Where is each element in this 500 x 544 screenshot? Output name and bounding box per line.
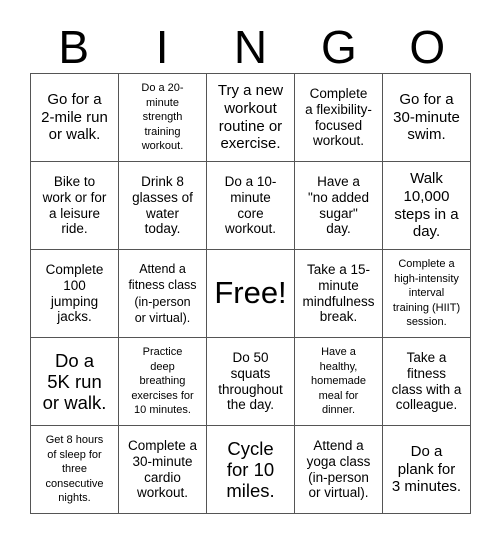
bingo-cell-r0-c2[interactable] (207, 74, 295, 162)
bingo-cell-text: Go for a 2-mile run or walk. (41, 90, 108, 144)
bingo-cell-text: Cycle for 10 miles. (226, 437, 275, 502)
bingo-cell-text: Take a 15- minute mindfulness break. (302, 261, 375, 325)
bingo-cell-r4-c0[interactable] (31, 426, 119, 514)
bingo-cell-text: Do a 20- minute strength training workout. (141, 82, 184, 153)
bingo-cell-text: Go for a 30-minute swim. (393, 90, 460, 144)
bingo-cell-r3-c3[interactable] (295, 338, 383, 426)
header-letter-g: G (321, 21, 358, 73)
free-space-label: Free! (214, 275, 287, 311)
bingo-cell-r4-c2[interactable] (207, 426, 295, 514)
bingo-cell-text: Do a 10- minute core workout. (224, 173, 277, 237)
bingo-cell-text: Get 8 hours of sleep for three consecutive nights. (45, 434, 104, 505)
bingo-cell-text: Have a healthy, homemade meal for dinner. (310, 346, 367, 417)
bingo-cell-text: Complete a high-intensity interval training (HIIT) session. (392, 258, 461, 329)
bingo-cell-r1-c1[interactable] (119, 162, 207, 250)
header-letter-i: I (155, 21, 170, 73)
bingo-cell-r3-c2[interactable] (207, 338, 295, 426)
bingo-cell-text: Complete a flexibility- focused workout. (305, 85, 372, 149)
bingo-header (30, 18, 472, 76)
bingo-cell-text: Have a "no added sugar" day. (307, 173, 370, 237)
bingo-cell-text: Do 50 squats throughout the day. (218, 349, 283, 413)
bingo-cell-r1-c2[interactable] (207, 162, 295, 250)
bingo-cell-r4-c1[interactable] (119, 426, 207, 514)
bingo-cell-text: Take a fitness class with a colleague. (391, 349, 462, 413)
bingo-cell-r1-c0[interactable] (31, 162, 119, 250)
bingo-cell-text: Try a new workout routine or exercise. (217, 82, 284, 153)
bingo-cell-text: Practice deep breathing exercises for 10 minutes. (131, 346, 194, 417)
header-letter-o: O (409, 21, 447, 73)
bingo-cell-r3-c1[interactable] (119, 338, 207, 426)
bingo-cell-text: Attend a fitness class (in-person or virtual). (128, 261, 197, 325)
bingo-cell-r1-c3[interactable] (295, 162, 383, 250)
bingo-card-grid (30, 73, 471, 514)
bingo-cell-text: Attend a yoga class (in-person or virtual). (306, 437, 371, 501)
bingo-cell-r4-c3[interactable] (295, 426, 383, 514)
bingo-cell-r2-c0[interactable] (31, 250, 119, 338)
bingo-cell-text: Drink 8 glasses of water today. (132, 173, 193, 237)
bingo-cell-text: Complete a 30-minute cardio workout. (127, 437, 198, 501)
bingo-cell-r3-c0[interactable] (31, 338, 119, 426)
bingo-cell-free[interactable] (207, 250, 295, 338)
bingo-cell-r2-c4[interactable] (383, 250, 471, 338)
bingo-cell-text: Walk 10,000 steps in a day. (394, 170, 459, 241)
bingo-cell-r4-c4[interactable] (383, 426, 471, 514)
header-letter-b: B (58, 21, 91, 73)
bingo-cell-text: Do a 5K run or walk. (42, 349, 107, 414)
bingo-cell-r2-c1[interactable] (119, 250, 207, 338)
bingo-cell-r0-c0[interactable] (31, 74, 119, 162)
header-letter-n: N (233, 21, 269, 73)
bingo-cell-r0-c1[interactable] (119, 74, 207, 162)
bingo-cell-r0-c3[interactable] (295, 74, 383, 162)
bingo-cell-r3-c4[interactable] (383, 338, 471, 426)
bingo-cell-text: Do a plank for 3 minutes. (391, 442, 462, 496)
bingo-cell-r0-c4[interactable] (383, 74, 471, 162)
bingo-cell-text: Complete 100 jumping jacks. (45, 261, 104, 325)
bingo-cell-r2-c3[interactable] (295, 250, 383, 338)
bingo-cell-text: Bike to work or for a leisure ride. (42, 173, 107, 237)
bingo-cell-r1-c4[interactable] (383, 162, 471, 250)
